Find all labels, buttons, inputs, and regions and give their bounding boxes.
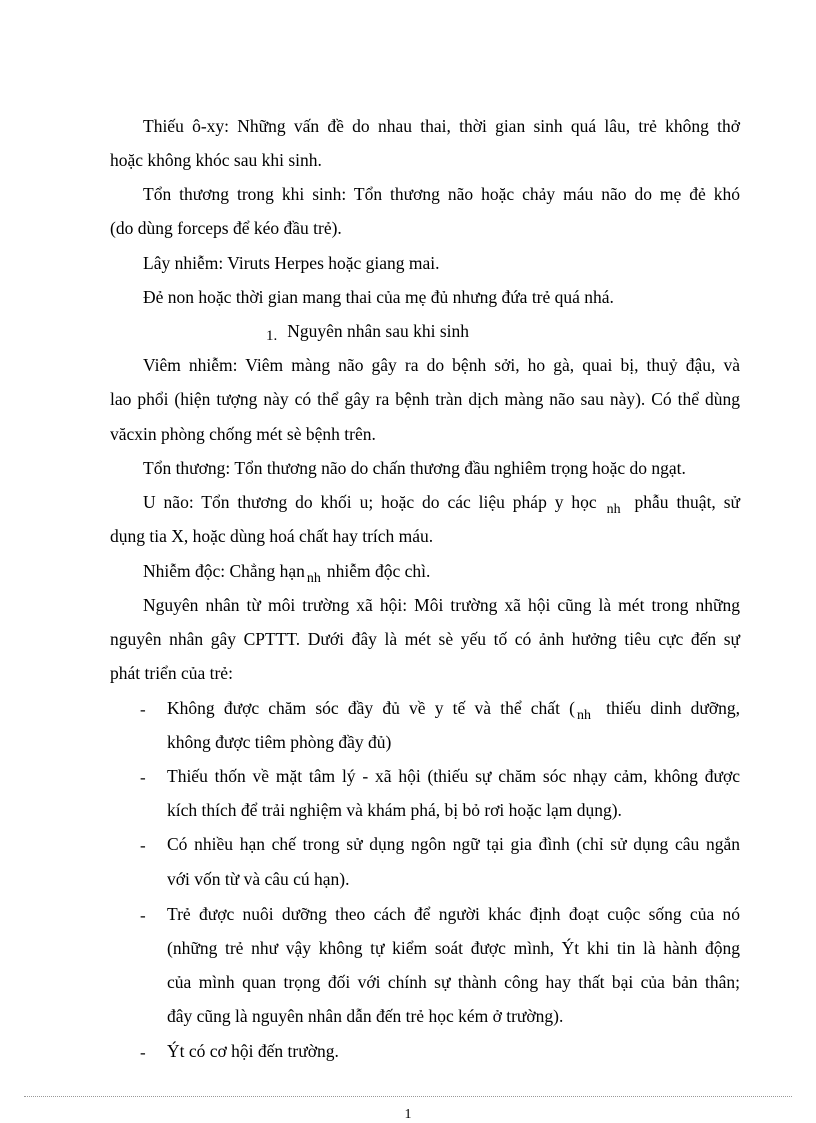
page-number: 1 — [404, 1107, 412, 1122]
paragraph-line: Tổn thương trong khi sinh: Tổn thương não hoặc chảy máu não do mẹ đẻ khó — [143, 184, 740, 204]
paragraph-line: phát triển của trẻ: — [110, 663, 233, 683]
paragraph-line: Đẻ non hoặc thời gian mang thai của mẹ đủ nhưng đứa trẻ quá nhá. — [143, 287, 614, 307]
bullet-marker: - — [140, 906, 146, 925]
bullet-marker: - — [140, 1043, 146, 1062]
heading-text: Nguyên nhân sau khi sinh — [287, 321, 470, 341]
paragraph-line: lao phổi (hiện tượng này có thể gây ra bệnh tràn dịch màng não sau này). Có thể dùng — [110, 389, 740, 409]
paragraph-line: (do dùng forceps để kéo đầu trẻ). — [110, 218, 342, 238]
bullet-line: (những trẻ như vậy không tự kiểm soát được mình, Ýt khi tin là hành động — [167, 938, 740, 958]
bullet-line: không được tiêm phòng đầy đủ) — [167, 732, 392, 752]
heading-number: 1. — [266, 328, 278, 344]
bullet-line: đây cũng là nguyên nhân dẫn đến trẻ học kém ở trường). — [167, 1006, 564, 1026]
text-run: nhiễm độc chì. — [326, 561, 431, 581]
paragraph-line: Viêm nhiễm: Viêm màng não gây ra do bệnh sởi, ho gà, quai bị, thuỷ đậu, và — [143, 355, 740, 375]
bullet-line: với vốn từ và câu cú hạn). — [167, 869, 350, 889]
text-run: thiếu dinh dưỡng, — [606, 698, 741, 718]
paragraph-line: Thiếu ô-xy: Những vấn đề do nhau thai, thời gian sinh quá lâu, trẻ không thở — [143, 116, 740, 136]
subscript-text: nh — [606, 502, 621, 517]
bullet-line: Thiếu thốn về mặt tâm lý - xã hội (thiếu sự chăm sóc nhạy cảm, không được — [167, 766, 740, 786]
paragraph-line: hoặc không khóc sau khi sinh. — [110, 150, 322, 170]
paragraph-line: nguyên nhân gây CPTTT. Dưới đây là mét sè yếu tố có ảnh hưởng tiêu cực đến sự — [110, 629, 740, 649]
bullet-line — [167, 697, 740, 722]
bullet-marker: - — [140, 700, 146, 719]
paragraph-line: dụng tia X, hoặc dùng hoá chất hay trích máu. — [110, 526, 434, 546]
bullet-line: Có nhiều hạn chế trong sử dụng ngôn ngữ tại gia đình (chỉ sử dụng câu ngắn — [167, 834, 740, 854]
subscript-text: nh — [576, 708, 591, 723]
paragraph-line: Nguyên nhân từ môi trường xã hội: Môi trường xã hội cũng là mét trong những — [143, 595, 740, 615]
paragraph-line — [143, 491, 740, 516]
paragraph-line — [143, 560, 740, 585]
paragraph-line: Lây nhiễm: Viruts Herpes hoặc giang mai. — [143, 253, 440, 273]
text-run: phẫu thuật, sử — [634, 492, 741, 512]
bullet-line: của mình quan trọng đối với chính sự thành công hay thất bại của bản thân; — [167, 972, 740, 992]
text-run: Không được chăm sóc đầy đủ về y tế và thể chất ( — [167, 698, 575, 718]
text-run: Nhiễm độc: Chẳng hạn — [143, 561, 305, 581]
paragraph-line: văcxin phòng chống mét sè bệnh trên. — [110, 424, 376, 444]
paragraph-line: Tổn thương: Tổn thương não do chấn thương đầu nghiêm trọng hoặc do ngạt. — [143, 458, 686, 478]
bullet-line: Ýt có cơ hội đến trường. — [167, 1041, 339, 1061]
bullet-line: kích thích để trải nghiệm và khám phá, bị bỏ rơi hoặc lạm dụng). — [167, 800, 622, 820]
bullet-marker: - — [140, 836, 146, 855]
bullet-marker: - — [140, 768, 146, 787]
text-run: U não: Tổn thương do khối u; hoặc do các liệu pháp y học — [143, 492, 597, 512]
footer-divider — [24, 1096, 792, 1097]
subscript-text: nh — [306, 571, 321, 586]
bullet-line: Trẻ được nuôi dưỡng theo cách để người khác định đoạt cuộc sống của nó — [167, 904, 740, 924]
section-heading — [266, 320, 740, 344]
